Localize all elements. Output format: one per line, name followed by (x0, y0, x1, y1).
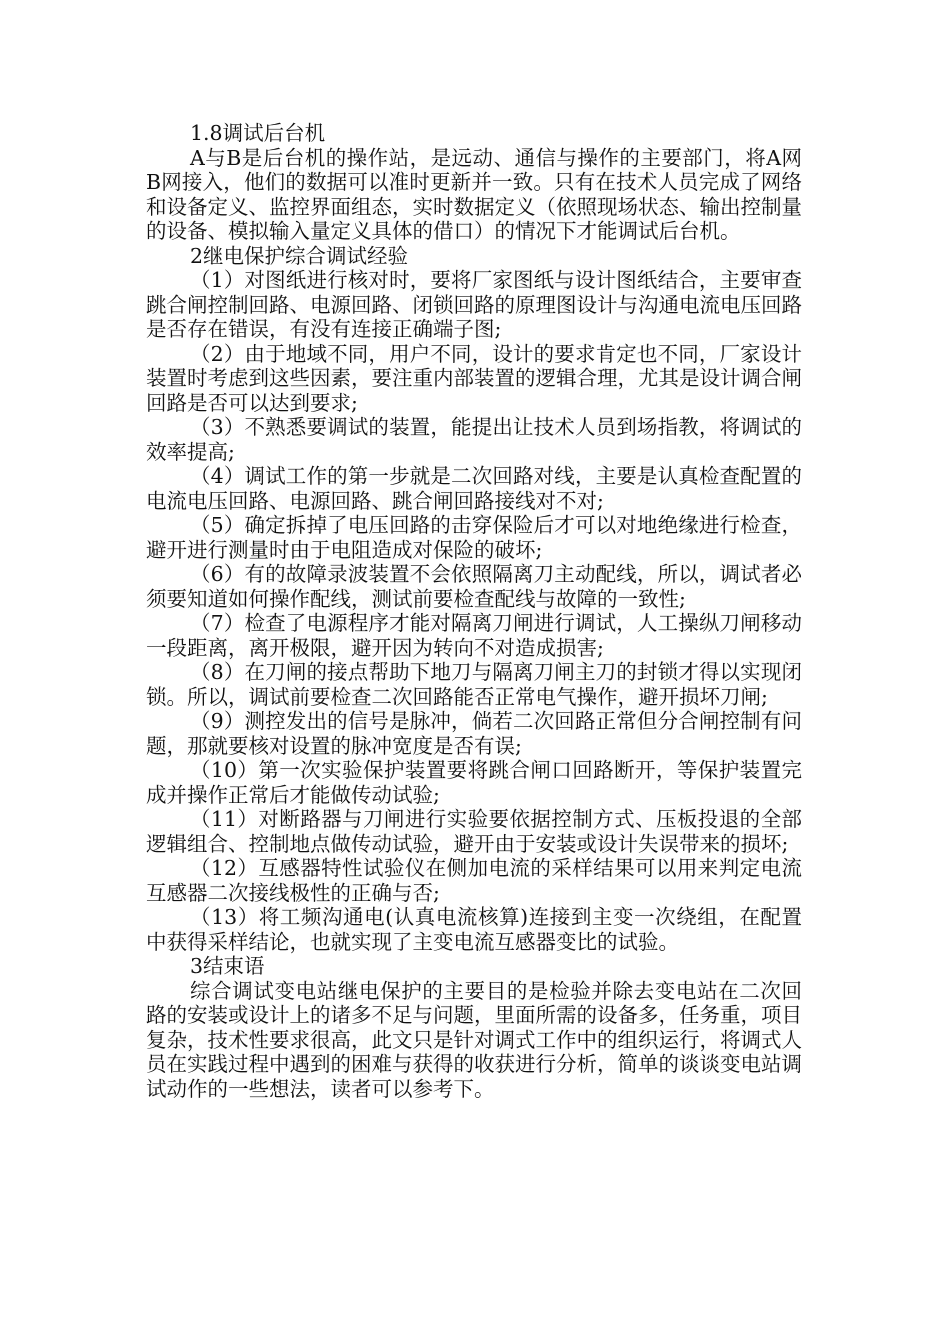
list-item-7: （7）检查了电源程序才能对隔离刀闸进行调试，人工操纵刀闸移动一段距离，离开极限，避开因为转向不对造成损害; (146, 611, 802, 660)
list-item-13: （13）将工频沟通电(认真电流核算)连接到主变一次绕组，在配置中获得采样结论，也就实现了主变电流互感器变比的试验。 (146, 905, 802, 954)
list-item-12: （12）互感器特性试验仪在侧加电流的采样结果可以用来判定电流互感器二次接线极性的正确与否; (146, 856, 802, 905)
document-page (146, 121, 802, 1101)
list-item-8: （8）在刀闸的接点帮助下地刀与隔离刀闸主刀的封锁才得以实现闭锁。所以，调试前要检查二次回路能否正常电气操作，避开损坏刀闸; (146, 660, 802, 709)
section-heading-2: 2继电保护综合调试经验 (190, 243, 409, 268)
list-item-4: （4）调试工作的第一步就是二次回路对线，主要是认真检查配置的电流电压回路、电源回路、跳合闸回路接线对不对; (146, 464, 802, 513)
section-heading-3: 3结束语 (190, 954, 265, 978)
paragraph: A与B是后台机的操作站，是远动、通信与操作的主要部门，将A网B网接入，他们的数据可以准时更新并一致。只有在技术人员完成了网络和设备定义、监控界面组态，实时数据定义（依照现场状态、输出控制量的设备、模拟输入量定义具体的借口）的情况下才能调试后台机。 (146, 145, 802, 243)
list-item-5: （5）确定拆掉了电压回路的击穿保险后才可以对地绝缘进行检查，避开进行测量时由于电阻造成对保险的破坏; (146, 513, 802, 562)
list-item-2: （2）由于地域不同，用户不同，设计的要求肯定也不同，厂家设计装置时考虑到这些因素，要注重内部装置的逻辑合理，尤其是设计调合闸回路是否可以达到要求; (146, 341, 802, 415)
conclusion-paragraph: 综合调试变电站继电保护的主要目的是检验并除去变电站在二次回路的安装或设计上的诸多不足与问题，里面所需的设备多，任务重，项目复杂，技术性要求很高，此文只是针对调式工作中的组织运行，将调式人员在实践过程中遇到的困难与获得的收获进行分析，简单的谈谈变电站调试动作的一些想法，读者可以参考下。 (146, 978, 802, 1101)
list-item-3: （3）不熟悉要调试的装置，能提出让技术人员到场指教，将调试的效率提高; (146, 415, 802, 464)
list-item-10: （10）第一次实验保护装置要将跳合闸口回路断开，等保护装置完成并操作正常后才能做传动试验; (146, 758, 802, 807)
list-item-6: （6）有的故障录波装置不会依照隔离刀主动配线，所以，调试者必须要知道如何操作配线，测试前要检查配线与故障的一致性; (146, 562, 802, 611)
list-item-1: （1）对图纸进行核对时，要将厂家图纸与设计图纸结合，主要审查跳合闸控制回路、电源回路、闭锁回路的原理图设计与沟通电流电压回路是否存在错误，有没有连接正确端子图; (146, 268, 802, 341)
list-item-9: （9）测控发出的信号是脉冲，倘若二次回路正常但分合闸控制有问题，那就要核对设置的脉冲宽度是否有误; (146, 709, 802, 758)
section-heading-1-8: 1.8调试后台机 (190, 121, 326, 145)
list-item-11: （11）对断路器与刀闸进行实验要依据控制方式、压板投退的全部逻辑组合、控制地点做传动试验，避开由于安装或设计失误带来的损坏; (146, 807, 802, 856)
